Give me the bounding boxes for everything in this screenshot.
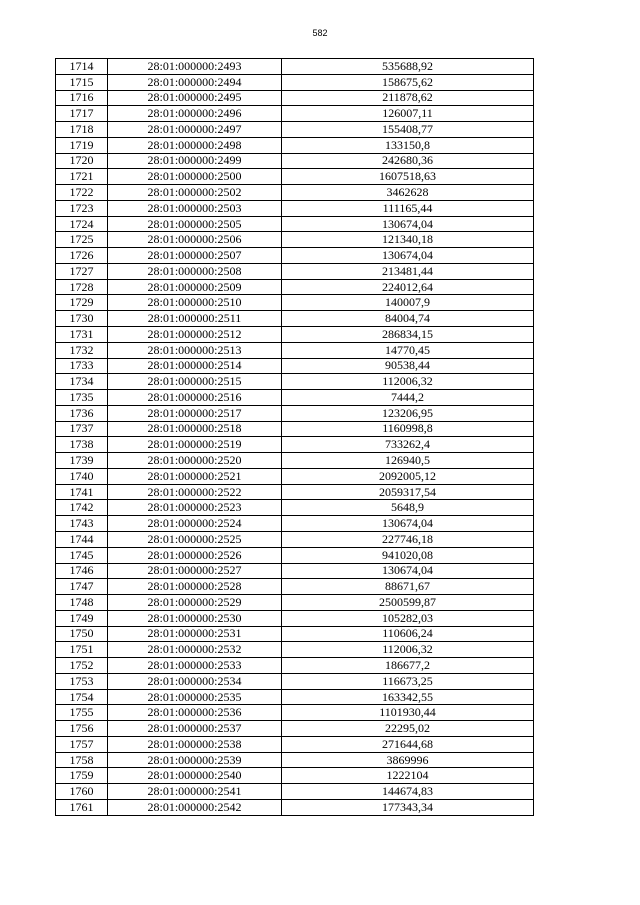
cadastral-number-cell: 28:01:000000:2539 [108,752,282,768]
cadastral-number-cell: 28:01:000000:2505 [108,216,282,232]
table-row [56,405,534,421]
table-row [56,263,534,279]
cadastral-number-cell: 28:01:000000:2531 [108,626,282,642]
cadastral-number-cell: 28:01:000000:2499 [108,153,282,169]
row-number-cell: 1733 [56,358,108,374]
value-cell: 105282,03 [282,610,534,626]
row-number-cell: 1717 [56,106,108,122]
value-cell: 2059317,54 [282,484,534,500]
cadastral-number-cell: 28:01:000000:2537 [108,721,282,737]
cadastral-number-cell: 28:01:000000:2503 [108,200,282,216]
row-number-cell: 1749 [56,610,108,626]
row-number-cell: 1754 [56,689,108,705]
value-cell: 158675,62 [282,74,534,90]
row-number-cell: 1759 [56,768,108,784]
row-number-cell: 1719 [56,137,108,153]
table-row [56,500,534,516]
row-number-cell: 1730 [56,311,108,327]
value-cell: 941020,08 [282,547,534,563]
table-row [56,705,534,721]
row-number-cell: 1746 [56,563,108,579]
row-number-cell: 1715 [56,74,108,90]
row-number-cell: 1714 [56,59,108,75]
cadastral-number-cell: 28:01:000000:2508 [108,263,282,279]
cadastral-number-cell: 28:01:000000:2521 [108,468,282,484]
value-cell: 110606,24 [282,626,534,642]
row-number-cell: 1736 [56,405,108,421]
row-number-cell: 1751 [56,642,108,658]
value-cell: 2092005,12 [282,468,534,484]
cadastral-number-cell: 28:01:000000:2524 [108,516,282,532]
row-number-cell: 1718 [56,122,108,138]
table-row [56,736,534,752]
table-row [56,185,534,201]
cadastral-number-cell: 28:01:000000:2529 [108,595,282,611]
row-number-cell: 1758 [56,752,108,768]
cadastral-number-cell: 28:01:000000:2506 [108,232,282,248]
row-number-cell: 1744 [56,531,108,547]
value-cell: 3462628 [282,185,534,201]
table-row [56,216,534,232]
table-row [56,547,534,563]
cadastral-number-cell: 28:01:000000:2507 [108,248,282,264]
table-row [56,468,534,484]
table-row [56,106,534,122]
table-row [56,421,534,437]
value-cell: 111165,44 [282,200,534,216]
row-number-cell: 1752 [56,658,108,674]
cadastral-number-cell: 28:01:000000:2526 [108,547,282,563]
cadastral-number-cell: 28:01:000000:2538 [108,736,282,752]
cadastral-number-cell: 28:01:000000:2528 [108,579,282,595]
cadastral-number-cell: 28:01:000000:2527 [108,563,282,579]
cadastral-number-cell: 28:01:000000:2494 [108,74,282,90]
table-row [56,390,534,406]
table-row [56,563,534,579]
value-cell: 271644,68 [282,736,534,752]
value-cell: 286834,15 [282,327,534,343]
value-cell: 126007,11 [282,106,534,122]
row-number-cell: 1735 [56,390,108,406]
cadastral-number-cell: 28:01:000000:2542 [108,799,282,815]
row-number-cell: 1724 [56,216,108,232]
table-row [56,453,534,469]
value-cell: 535688,92 [282,59,534,75]
row-number-cell: 1742 [56,500,108,516]
table-row [56,153,534,169]
cadastral-number-cell: 28:01:000000:2532 [108,642,282,658]
cadastral-number-cell: 28:01:000000:2540 [108,768,282,784]
table-row [56,673,534,689]
row-number-cell: 1760 [56,784,108,800]
cadastral-number-cell: 28:01:000000:2533 [108,658,282,674]
row-number-cell: 1729 [56,295,108,311]
cadastral-number-cell: 28:01:000000:2525 [108,531,282,547]
value-cell: 84004,74 [282,311,534,327]
value-cell: 7444,2 [282,390,534,406]
row-number-cell: 1755 [56,705,108,721]
value-cell: 1222104 [282,768,534,784]
cadastral-number-cell: 28:01:000000:2522 [108,484,282,500]
table-row [56,610,534,626]
table-row [56,311,534,327]
table-row [56,374,534,390]
row-number-cell: 1726 [56,248,108,264]
row-number-cell: 1737 [56,421,108,437]
table-row [56,752,534,768]
cadastral-number-cell: 28:01:000000:2535 [108,689,282,705]
value-cell: 224012,64 [282,279,534,295]
cadastral-number-cell: 28:01:000000:2512 [108,327,282,343]
row-number-cell: 1747 [56,579,108,595]
cadastral-value-table [55,58,534,816]
table-row [56,516,534,532]
cadastral-number-cell: 28:01:000000:2502 [108,185,282,201]
page-number: 582 [312,28,328,38]
value-cell: 130674,04 [282,563,534,579]
value-cell: 186677,2 [282,658,534,674]
row-number-cell: 1757 [56,736,108,752]
cadastral-number-cell: 28:01:000000:2511 [108,311,282,327]
table-row [56,232,534,248]
cadastral-number-cell: 28:01:000000:2496 [108,106,282,122]
table-row [56,327,534,343]
cadastral-number-cell: 28:01:000000:2495 [108,90,282,106]
table-row [56,784,534,800]
value-cell: 177343,34 [282,799,534,815]
table-row [56,626,534,642]
cadastral-number-cell: 28:01:000000:2498 [108,137,282,153]
table-row [56,595,534,611]
cadastral-number-cell: 28:01:000000:2520 [108,453,282,469]
row-number-cell: 1732 [56,342,108,358]
cadastral-number-cell: 28:01:000000:2515 [108,374,282,390]
table-row [56,122,534,138]
row-number-cell: 1739 [56,453,108,469]
value-cell: 733262,4 [282,437,534,453]
value-cell: 112006,32 [282,374,534,390]
value-cell: 130674,04 [282,216,534,232]
cadastral-number-cell: 28:01:000000:2497 [108,122,282,138]
value-cell: 121340,18 [282,232,534,248]
value-cell: 211878,62 [282,90,534,106]
table-row [56,295,534,311]
row-number-cell: 1723 [56,200,108,216]
cadastral-number-cell: 28:01:000000:2500 [108,169,282,185]
table-row [56,658,534,674]
row-number-cell: 1716 [56,90,108,106]
value-cell: 112006,32 [282,642,534,658]
table-row [56,59,534,75]
value-cell: 227746,18 [282,531,534,547]
value-cell: 155408,77 [282,122,534,138]
table-row [56,799,534,815]
cadastral-number-cell: 28:01:000000:2510 [108,295,282,311]
cadastral-number-cell: 28:01:000000:2534 [108,673,282,689]
row-number-cell: 1727 [56,263,108,279]
row-number-cell: 1745 [56,547,108,563]
table-row [56,200,534,216]
row-number-cell: 1756 [56,721,108,737]
value-cell: 144674,83 [282,784,534,800]
value-cell: 5648,9 [282,500,534,516]
row-number-cell: 1740 [56,468,108,484]
row-number-cell: 1753 [56,673,108,689]
value-cell: 213481,44 [282,263,534,279]
table-row [56,358,534,374]
table-body [56,59,534,816]
table-row [56,721,534,737]
table-row [56,484,534,500]
table-row [56,90,534,106]
table-row [56,169,534,185]
value-cell: 163342,55 [282,689,534,705]
table-row [56,579,534,595]
cadastral-number-cell: 28:01:000000:2493 [108,59,282,75]
cadastral-number-cell: 28:01:000000:2541 [108,784,282,800]
value-cell: 1101930,44 [282,705,534,721]
table-row [56,437,534,453]
table-row [56,248,534,264]
row-number-cell: 1734 [56,374,108,390]
value-cell: 116673,25 [282,673,534,689]
value-cell: 133150,8 [282,137,534,153]
cadastral-number-cell: 28:01:000000:2523 [108,500,282,516]
table-row [56,342,534,358]
table-row [56,768,534,784]
value-cell: 1160998,8 [282,421,534,437]
value-cell: 3869996 [282,752,534,768]
value-cell: 126940,5 [282,453,534,469]
row-number-cell: 1738 [56,437,108,453]
value-cell: 90538,44 [282,358,534,374]
cadastral-number-cell: 28:01:000000:2519 [108,437,282,453]
cadastral-number-cell: 28:01:000000:2514 [108,358,282,374]
cadastral-number-cell: 28:01:000000:2509 [108,279,282,295]
value-cell: 242680,36 [282,153,534,169]
value-cell: 22295,02 [282,721,534,737]
cadastral-number-cell: 28:01:000000:2518 [108,421,282,437]
row-number-cell: 1720 [56,153,108,169]
row-number-cell: 1722 [56,185,108,201]
value-cell: 140007,9 [282,295,534,311]
cadastral-number-cell: 28:01:000000:2513 [108,342,282,358]
row-number-cell: 1741 [56,484,108,500]
value-cell: 130674,04 [282,248,534,264]
row-number-cell: 1725 [56,232,108,248]
row-number-cell: 1721 [56,169,108,185]
cadastral-number-cell: 28:01:000000:2517 [108,405,282,421]
table-row [56,531,534,547]
cadastral-number-cell: 28:01:000000:2516 [108,390,282,406]
table-row [56,642,534,658]
value-cell: 130674,04 [282,516,534,532]
table-row [56,137,534,153]
value-cell: 88671,67 [282,579,534,595]
table-row [56,279,534,295]
value-cell: 1607518,63 [282,169,534,185]
table-row [56,689,534,705]
table-row [56,74,534,90]
row-number-cell: 1731 [56,327,108,343]
row-number-cell: 1748 [56,595,108,611]
row-number-cell: 1750 [56,626,108,642]
row-number-cell: 1761 [56,799,108,815]
cadastral-number-cell: 28:01:000000:2530 [108,610,282,626]
cadastral-number-cell: 28:01:000000:2536 [108,705,282,721]
value-cell: 2500599,87 [282,595,534,611]
row-number-cell: 1743 [56,516,108,532]
row-number-cell: 1728 [56,279,108,295]
value-cell: 123206,95 [282,405,534,421]
value-cell: 14770,45 [282,342,534,358]
